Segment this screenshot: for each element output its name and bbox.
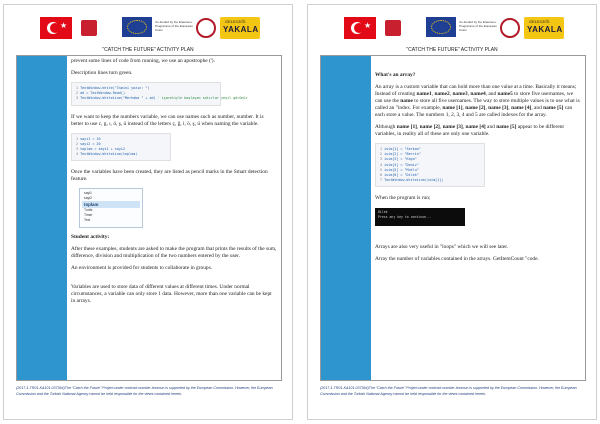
code-line: 1 isim[1] = "Serkan" (380, 147, 421, 151)
eu-flag-logo (426, 17, 456, 37)
paragraph: Once the variables have been created, they are listed as pencil marks in the Smart detection feature. (71, 169, 268, 183)
code-screenshot (71, 82, 248, 106)
turkish-flag-logo: ★ (344, 17, 376, 39)
content-column (371, 56, 585, 380)
paragraph: An array is a custom variable that can hold more than one value at a time. Basically it means; Instead of creating name1, name2, name3, name4, and name5 to store five usernames, we can use the name to store all five usernames. The way to store multiple values is to use what is called an "index. For example, name [1], name [2], name [3], name [4], and name [5] can each store a value. The numbers 1, 2, 3, 4 and 5 are called indexes for the array. (375, 84, 580, 118)
console-output-screenshot (375, 208, 465, 226)
code-line: 1 sayi1 = 16 (76, 136, 101, 141)
paragraph: If we want to keep the numbers variable, we can use names such as number, number. It is better to use c, g, ı, ö, ş, ü instead of the letters ç, ğ, i, ö, ş, ü when naming the variable. (71, 113, 264, 127)
list-item: Turtle (84, 208, 93, 213)
code-line: 3 TextWindow.WriteLine("Merhaba " + ad) ' işaretiyle başlayan satırlar yeşil görünür (76, 96, 248, 101)
list-item: Text (84, 218, 91, 223)
paragraph: Variables are used to store data of different values at different times. Under normal circumstances, a variable can only store 1 data. However, more than one variable can be kept in arrays. (71, 284, 272, 305)
paragraph: prevent some lines of code from running, we use an apostrophe ('). (71, 58, 215, 64)
code-line: 7 TextWindow.WriteLine(isim[1]) (380, 178, 444, 183)
national-agency-logo (385, 17, 403, 39)
code-line: 3 toplam = sayi1 + sayi2 (76, 147, 126, 152)
school-seal-logo (500, 17, 520, 39)
paragraph: Although name [1], name [2], name [3], name [4] and name [5] appear to be different variables, in reality all of these are only one variable. (375, 124, 564, 137)
logo-row (4, 17, 292, 39)
content-table (320, 55, 586, 381)
code-screenshot (71, 133, 171, 162)
national-agency-logo (81, 17, 99, 39)
paragraph: An environment is provided for students to collaborate in groups. (71, 265, 213, 272)
list-item: sayi1 (84, 191, 92, 196)
console-line: Press any key to continue... (378, 214, 432, 219)
document-page-right (307, 4, 597, 420)
paragraph: Description lines turn green. (71, 70, 133, 76)
code-line: 6 isim[6] = "Dilek" (380, 173, 419, 178)
eu-cofunded-text: Co-funded by the Erasmus+ Programme of the European Union (459, 20, 497, 32)
plan-title: "CATCH THE FUTURE" ACTIVITY PLAN (102, 47, 194, 53)
console-line: Dilek (378, 210, 388, 215)
section-heading: Student activity: (71, 234, 110, 241)
plan-title: "CATCH THE FUTURE" ACTIVITY PLAN (406, 47, 498, 53)
code-line: 2 ad = TextWindow.Read() (76, 91, 126, 96)
paragraph: When the program is run; (375, 195, 431, 202)
code-line: 2 sayi2 = 20 (76, 141, 101, 146)
code-line: 5 isim[5] = "Mutlu" (380, 167, 419, 172)
list-item: Timer (84, 213, 93, 218)
code-line: 4 isim[4] = "Deniz" (380, 162, 419, 167)
document-page-left (3, 4, 293, 420)
intellisense-screenshot (79, 188, 143, 228)
code-line: 3 isim[3] = "Kaya" (380, 157, 417, 162)
paragraph: Arrays are also very useful in "loops" which we will see later. (375, 244, 509, 251)
code-line: 1 TextWindow.Write("Ismini yazın: ") (76, 86, 150, 90)
section-heading: What's an array? (375, 72, 416, 78)
gelecegi-yakala-logo: GELECEĞİ YAKALA (524, 17, 564, 39)
list-item: toplam (82, 201, 140, 208)
logo-row (308, 17, 596, 39)
turkish-flag-logo: ★ (40, 17, 72, 39)
paragraph: After these examples, students are asked to make the program that prints the results of the sum, difference, division and multiplication of the two numbers entered by the user. (71, 246, 277, 260)
eu-cofunded-text: Co-funded by the Erasmus+ Programme of the European Union (155, 20, 193, 32)
content-column (67, 56, 281, 380)
paragraph: Array the number of variables contained in the arrays. GetItemCount "code. (375, 256, 539, 263)
list-item: sayi2 (84, 196, 92, 201)
code-screenshot (375, 143, 485, 187)
code-line: 2 isim[2] = "Berrin" (380, 152, 421, 157)
content-table (16, 55, 282, 381)
eu-flag-logo (122, 17, 152, 37)
footnote: (2017-1-TR01-KA101-037364)The "Catch the Future" Project under contract number bncmun is supported by the European Commission. However, the European Commission and the Turkish National Agency cannot be held responsible for the views contained herein. (320, 386, 577, 396)
gelecegi-yakala-logo: GELECEĞİ YAKALA (220, 17, 260, 39)
footnote: (2017-1-TR01-KA101-037364)The "Catch the Future" Project under contract number bncmun is supported by the European Commission. However, the European Commission and the Turkish National Agency cannot be held responsible for the views contained herein. (16, 386, 273, 396)
sidebar-column (17, 56, 67, 380)
sidebar-column (321, 56, 371, 380)
school-seal-logo (196, 17, 216, 39)
code-line: 4 TextWindow.WriteLine(toplam) (76, 152, 138, 157)
